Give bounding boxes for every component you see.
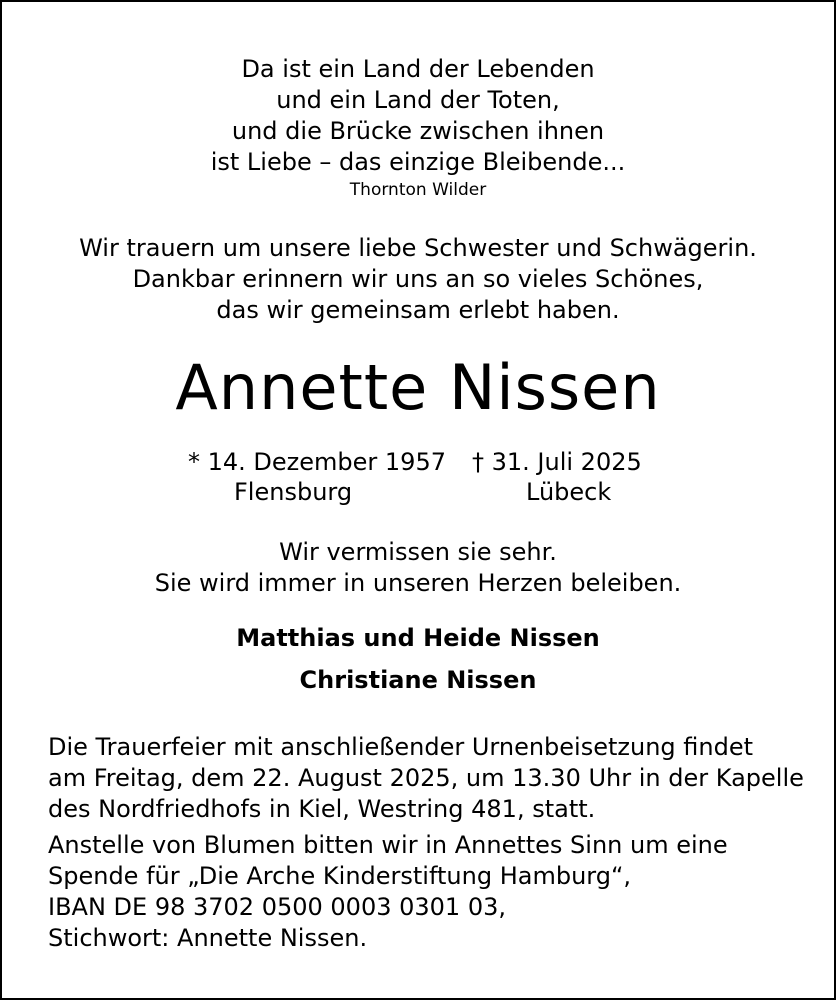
- donation-line: Anstelle von Blumen bitten wir in Annettes Sinn um eine: [48, 831, 728, 859]
- intro-line: Dankbar erinnern wir uns an so vieles Schönes,: [132, 265, 704, 293]
- mourning-intro: [2, 233, 834, 326]
- deceased-name: Annette Nissen: [175, 351, 661, 424]
- life-dates: [2, 446, 836, 510]
- intro-line: das wir gemeinsam erlebt haben.: [216, 296, 620, 324]
- poem-author: Thornton Wilder: [349, 180, 487, 200]
- funeral-line: des Nordfriedhofs in Kiel, Westring 481, statt.: [48, 795, 596, 823]
- funeral-info: [48, 732, 814, 825]
- funeral-line: Die Trauerfeier mit anschließender Urnenbeisetzung findet: [48, 733, 754, 761]
- poem-line: und die Brücke zwischen ihnen: [231, 117, 605, 145]
- poem-quote: [2, 54, 834, 178]
- poem-line: ist Liebe – das einzige Bleibende...: [210, 148, 626, 176]
- death-place: Lübeck: [526, 478, 612, 506]
- birth-place: Flensburg: [234, 478, 353, 506]
- intro-line: Wir trauern um unsere liebe Schwester und Schwägerin.: [79, 234, 757, 262]
- family-name: Matthias und Heide Nissen: [236, 624, 600, 652]
- donation-line: Stichwort: Annette Nissen.: [48, 924, 368, 952]
- family-name: Christiane Nissen: [299, 666, 537, 694]
- farewell-line: Wir vermissen sie sehr.: [279, 538, 557, 566]
- death-date: † 31. Juli 2025: [472, 448, 642, 476]
- birth-date: * 14. Dezember 1957: [188, 448, 446, 476]
- farewell-message: [2, 537, 834, 599]
- donation-line: Spende für „Die Arche Kinderstiftung Hamburg“,: [48, 862, 632, 890]
- funeral-line: am Freitag, dem 22. August 2025, um 13.30 Uhr in der Kapelle: [48, 764, 804, 792]
- farewell-line: Sie wird immer in unseren Herzen beleiben.: [154, 569, 682, 597]
- poem-line: Da ist ein Land der Lebenden: [241, 55, 595, 83]
- family-signature: [2, 617, 834, 701]
- donation-line: IBAN DE 98 3702 0500 0003 0301 03,: [48, 893, 506, 921]
- donation-info: [48, 830, 814, 954]
- poem-line: und ein Land der Toten,: [276, 86, 560, 114]
